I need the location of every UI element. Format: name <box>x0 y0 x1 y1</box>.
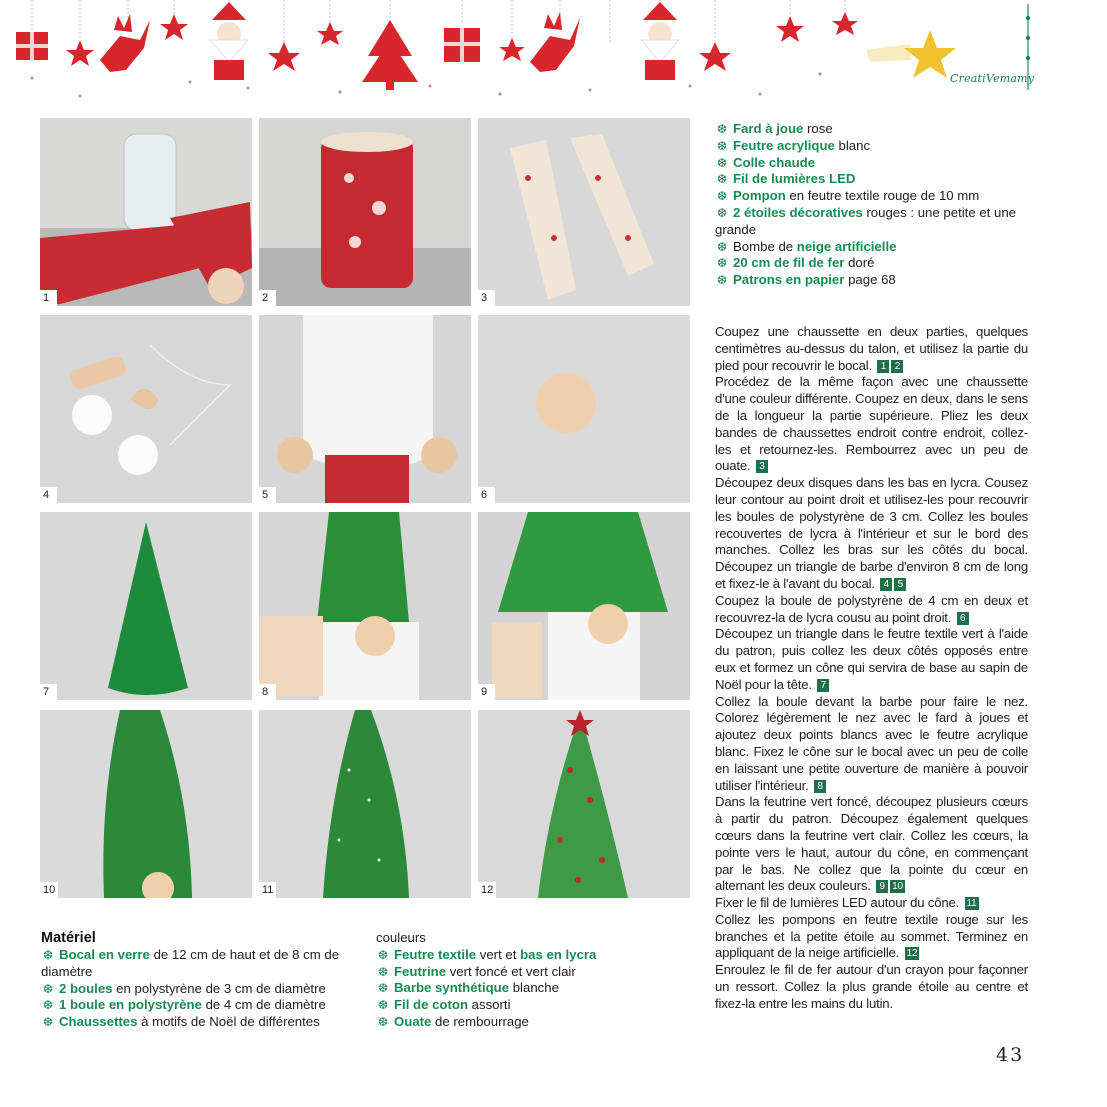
material-item: ❆ Feutrine vert foncé et vert clair <box>377 963 576 979</box>
material-item: ❆ Fil de lumières LED <box>716 171 856 187</box>
step-number: 3 <box>478 290 495 306</box>
photo-jar-and-socks <box>40 118 252 306</box>
brand-logo: CreatiVemamy <box>950 72 1035 85</box>
photo-foam-balls <box>40 315 252 503</box>
material-item: ❆ Bocal en verre de 12 cm de haut et de 8 cm de diamètre <box>41 947 340 979</box>
instruction-paragraph: Coupez la boule de polystyrène de 4 cm en deux et recouvrez-la de lycra cousu au point droit. 6 <box>715 592 1028 625</box>
material-item: ❆ Bombe de neige artificielle <box>716 238 897 254</box>
snowflake-icon: ❆ <box>716 205 728 220</box>
step-photo-3 <box>478 118 690 306</box>
snowflake-icon: ❆ <box>716 239 728 254</box>
decorative-vertical-rule <box>1024 4 1032 90</box>
material-item: ❆ Colle chaude <box>716 154 816 170</box>
instruction-paragraph: Coupez une chaussette en deux parties, quelques centimètres au-dessus du talon, et utilisez la partie du pied pour recouvrir le bocal. 1 2 <box>715 324 1028 373</box>
material-item-continued: couleurs <box>376 930 426 945</box>
snowflake-icon: ❆ <box>377 981 389 996</box>
step-badge: 7 <box>817 679 829 692</box>
step-number: 2 <box>259 290 276 306</box>
snowflake-icon: ❆ <box>42 981 54 996</box>
snowflake-icon: ❆ <box>377 998 389 1013</box>
step-photo-5 <box>259 315 471 503</box>
step-number: 11 <box>259 882 276 898</box>
step-photo-2 <box>259 118 471 306</box>
step-number: 5 <box>259 487 276 503</box>
material-item: ❆ 2 étoiles décoratives rouges : une petite et une grande <box>715 204 1016 237</box>
photo-green-cone <box>40 512 252 700</box>
material-item: ❆ Chaussettes à motifs de Noël de différentes <box>42 1014 320 1030</box>
step-photo-1 <box>40 118 252 306</box>
step-badge: 8 <box>814 780 826 793</box>
instruction-paragraph: Enroulez le fil de fer autour d'un crayon pour façonner un ressort. Collez la plus grande étoile au centre et fixez-la entre les mains du lutin. <box>715 962 1028 1011</box>
photo-tree-hat <box>40 710 252 898</box>
materials-list-col2 <box>376 930 706 1031</box>
instructions-text <box>715 324 1028 1013</box>
materials-list-col1 <box>41 947 366 1031</box>
snowflake-icon: ❆ <box>377 947 389 962</box>
materials-heading: Matériel <box>41 930 96 946</box>
step-number: 1 <box>40 290 57 306</box>
step-number: 8 <box>259 684 276 700</box>
photo-gnome-felt-leaves <box>478 512 690 700</box>
material-item: ❆ Fil de coton assorti <box>377 997 511 1013</box>
step-photo-11 <box>259 710 471 898</box>
step-number: 12 <box>478 882 496 898</box>
material-item: ❆ 1 boule en polystyrène de 4 cm de diamètre <box>42 997 326 1013</box>
material-item: ❆ Pompon en feutre textile rouge de 10 mm <box>716 188 980 204</box>
step-number: 6 <box>478 487 495 503</box>
instruction-paragraph: Dans la feutrine vert foncé, découpez plusieurs cœurs à partir du patron. Découpez également quelques cœurs dans la feutrine vert clair. Collez les cœurs, la pointe vers le haut, autour du cône, en commençant par le bas. Ne collez que la pointe du cœur en alternant les deux couleurs. 9 10 <box>715 794 1028 894</box>
christmas-garland-header <box>0 0 1107 108</box>
step-photo-7 <box>40 512 252 700</box>
garland-decoration <box>0 0 1107 108</box>
step-badge: 6 <box>957 612 969 625</box>
step-number: 7 <box>40 684 57 700</box>
material-item: ❆ Fard à joue rose <box>716 121 833 136</box>
snowflake-icon: ❆ <box>42 998 54 1013</box>
instruction-paragraph: Fixer le fil de lumières LED autour du cône. 11 <box>715 895 977 911</box>
photo-beard-and-arms <box>259 315 471 503</box>
snowflake-icon: ❆ <box>42 948 54 962</box>
step-number: 10 <box>40 882 58 898</box>
step-photo-9 <box>478 512 690 700</box>
step-number: 4 <box>40 487 57 503</box>
snowflake-icon: ❆ <box>716 155 728 170</box>
snowflake-icon: ❆ <box>377 1014 389 1029</box>
material-item: ❆ Feutre acrylique blanc <box>716 137 871 153</box>
step-photo-8 <box>259 512 471 700</box>
step-number: 9 <box>478 684 495 700</box>
snowflake-icon: ❆ <box>377 964 389 979</box>
step-badge: 12 <box>906 948 918 960</box>
snowflake-icon: ❆ <box>716 122 728 136</box>
snowflake-icon: ❆ <box>716 189 728 204</box>
material-item: ❆ Patrons en papier page 68 <box>716 272 896 288</box>
photo-jar-covered-sock <box>259 118 471 306</box>
photo-gnome-cone-hat <box>259 512 471 700</box>
page-number: 43 <box>996 1044 1025 1066</box>
step-photo-12 <box>478 710 690 898</box>
step-badge: 11 <box>966 898 977 910</box>
step-badge: 2 <box>891 360 903 373</box>
instruction-paragraph: Collez les pompons en feutre textile rouge sur les branches et la petite étoile au sommet. Terminez en appliquant de la neige artificielle. 12 <box>715 911 1028 961</box>
step-badge: 9 <box>876 880 888 893</box>
instruction-paragraph: Collez la boule devant la barbe pour faire le nez. Colorez légèrement le nez avec le fard à joues et ajoutez deux points blancs avec le feutre acrylique blanc. Fixez le cône sur le bocal avec un peu de colle en laissant une petite ouverture de manière à pouvoir utiliser l'intérieur. 8 <box>715 693 1028 793</box>
instruction-paragraph: Découpez un triangle dans le feutre textile vert à l'aide du patron, puis collez les deux côtés opposés entre eux et formez un cône qui servira de base au sapin de Noël pour la tête. 7 <box>715 626 1028 692</box>
material-item: ❆ Barbe synthétique blanche <box>377 980 559 996</box>
step-photo-4 <box>40 315 252 503</box>
step-badge: 3 <box>756 460 768 473</box>
step-badge: 1 <box>877 360 889 373</box>
materials-list-continued <box>715 121 1045 289</box>
photo-sock-sleeves <box>478 118 690 306</box>
photo-tree-led-lights <box>259 710 471 898</box>
snowflake-icon: ❆ <box>716 273 728 288</box>
snowflake-icon: ❆ <box>716 138 728 153</box>
material-item: ❆ 20 cm de fil de fer doré <box>716 255 875 271</box>
photo-nose-half-ball <box>478 315 690 503</box>
step-photo-10 <box>40 710 252 898</box>
material-item: ❆ Ouate de rembourrage <box>377 1013 529 1029</box>
material-item: ❆ Feutre textile vert et bas en lycra <box>377 946 597 962</box>
step-badge: 5 <box>894 578 906 591</box>
step-badge: 4 <box>880 578 892 591</box>
step-badge: 10 <box>892 881 903 893</box>
step-photo-6 <box>478 315 690 503</box>
material-item: ❆ 2 boules en polystyrène de 3 cm de diamètre <box>42 980 326 996</box>
instruction-paragraph: Découpez deux disques dans les bas en lycra. Cousez leur contour au point droit et utilisez-les pour recouvrir les boules de polystyrène de 3 cm. Collez les boules recouvertes de lycra à l'intérieur et sur le bord des manches. Collez les bras sur les côtés du bocal. Découpez un triangle de barbe d'environ 8 cm de long et fixez-le à l'avant du bocal. 4 5 <box>715 475 1028 591</box>
instruction-paragraph: Procédez de la même façon avec une chaussette d'une couleur différente. Coupez en deux, dans le sens de la longueur la partie supérieure. Pliez les deux bandes de chaussettes endroit contre endroit, collez-les et retournez-les. Rembourrez avec un peu de ouate. 3 <box>715 374 1028 474</box>
snowflake-icon: ❆ <box>716 256 728 271</box>
photo-finished-tree <box>478 710 690 898</box>
snowflake-icon: ❆ <box>42 1015 54 1030</box>
snowflake-icon: ❆ <box>716 172 728 187</box>
